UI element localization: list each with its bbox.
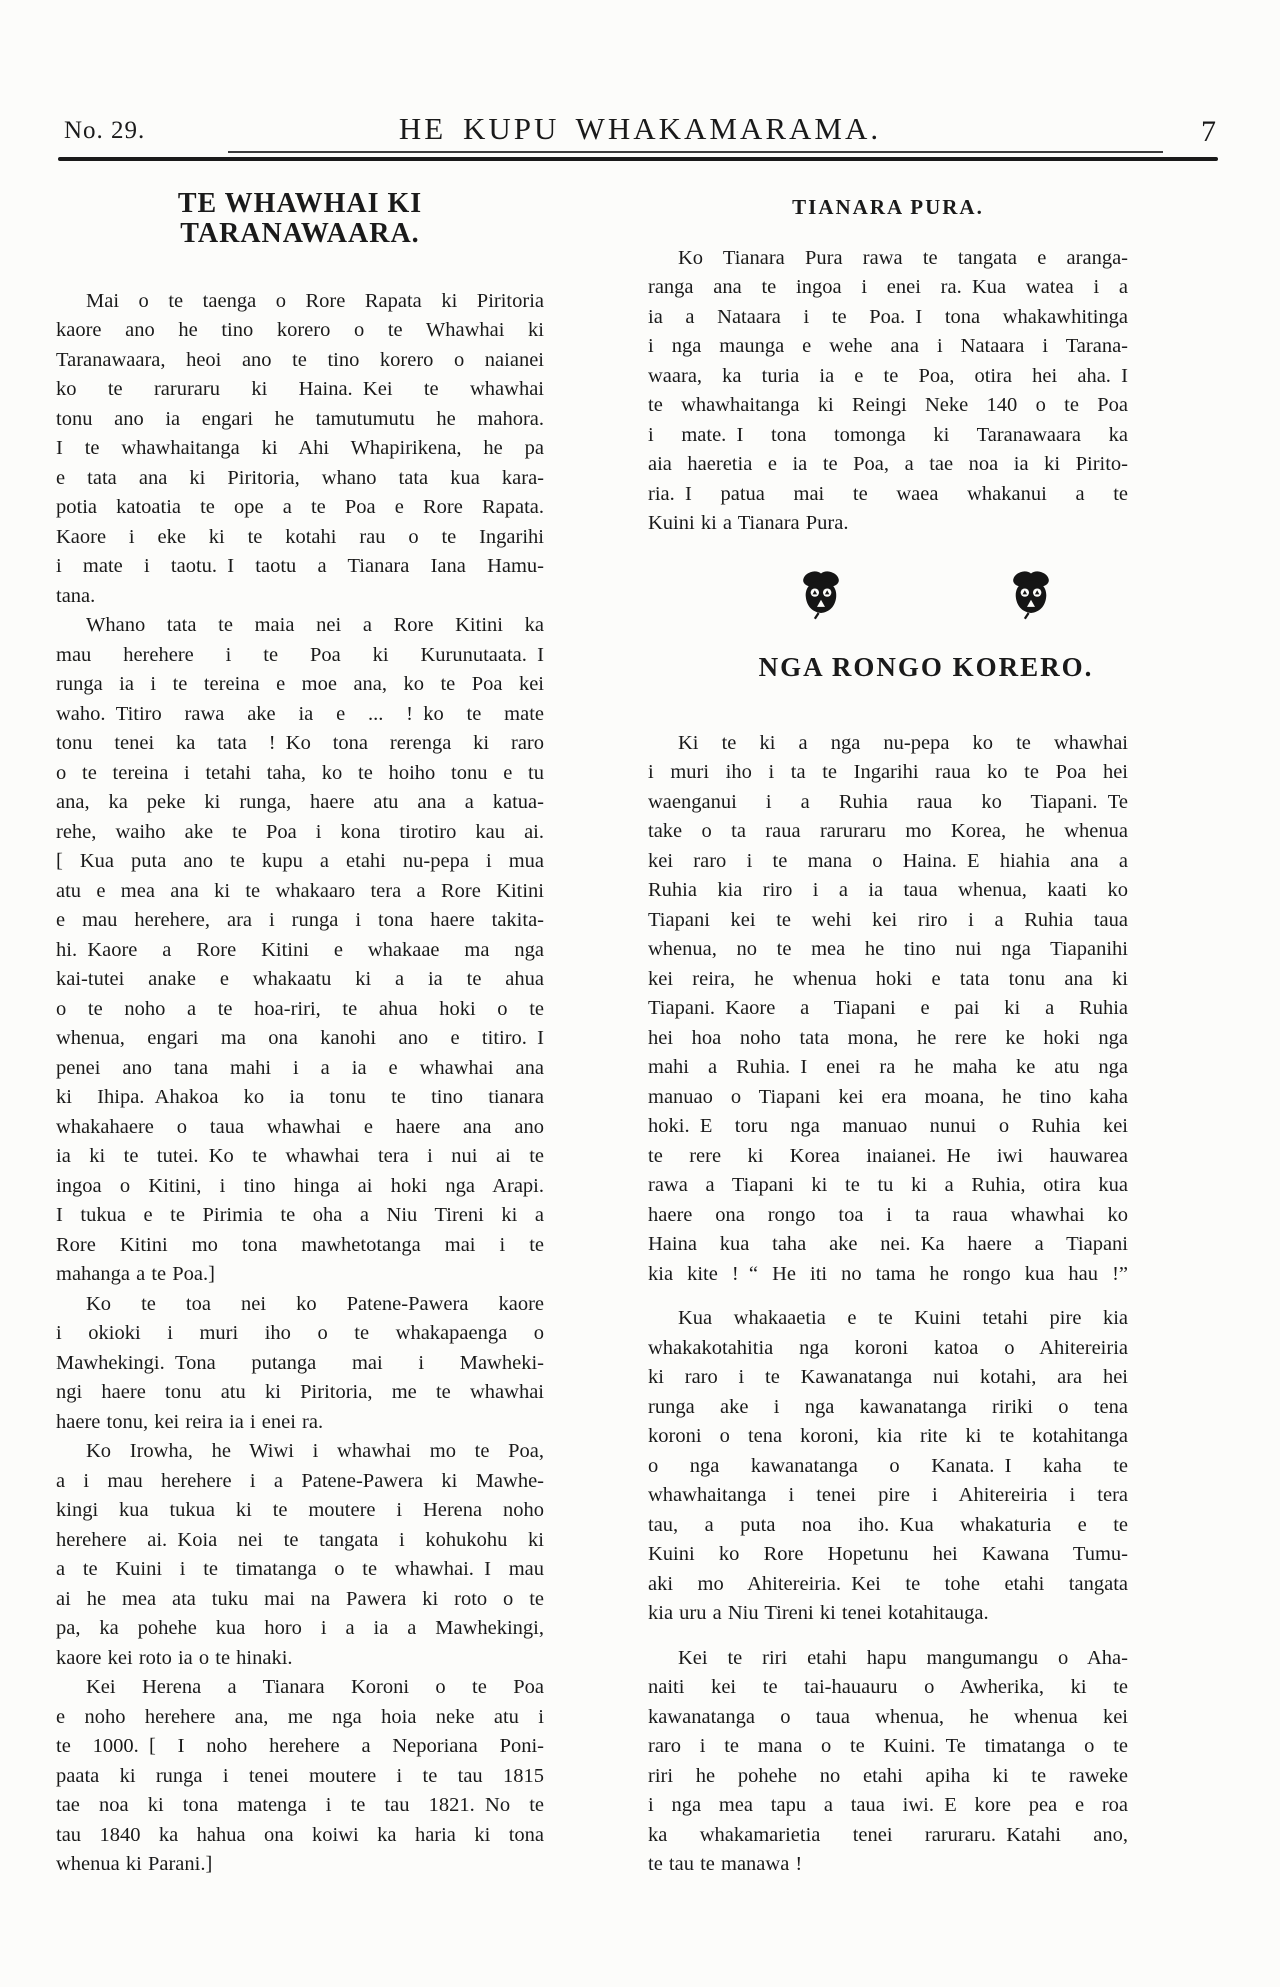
text-line: whakahaere o taua whawhai e haere ana ano — [56, 1115, 544, 1138]
text-line: i nga mea tapu a taua iwi. E kore pea e roa — [648, 1794, 1128, 1816]
text-line: kai-tutei anake e whakaatu ki a ia te ahua — [56, 968, 544, 990]
page-number: 7 — [1201, 115, 1216, 148]
text-line: aia haeretia e ia te Poa, a tae noa ia ki Pirito- — [648, 453, 1128, 475]
paragraph — [56, 1437, 544, 1673]
paragraph — [56, 611, 544, 1290]
article-body — [648, 729, 1128, 1880]
text-line: o te noho a te hoa-riri, te ahua hoki o te — [56, 997, 544, 1020]
text-line: mahanga a te Poa.] — [56, 1263, 215, 1285]
text-line: Ki te ki a nga nu-pepa ko te whawhai — [678, 731, 1128, 754]
text-line: kingi kua tukua ki te moutere i Herena noho — [56, 1499, 544, 1521]
ornament-row — [686, 569, 1166, 621]
text-line: tae noa ki tona matenga i te tau 1821. No te — [56, 1794, 544, 1816]
text-line: kei reira, he whenua hoki e tata tonu ana ki — [648, 967, 1128, 990]
text-line: Ko Irowha, he Wiwi i whawhai mo te Poa, — [86, 1440, 544, 1462]
text-line: whenua ki Parani.] — [56, 1853, 213, 1875]
text-line: ia ki te tutei. Ko te whawhai tera i nui ai te — [56, 1145, 544, 1167]
text-line: haere ona rongo toa i ta raua whawhai ko — [648, 1203, 1128, 1226]
text-line: herehere ai. Koia nei te tangata i kohukohu ki — [56, 1528, 544, 1551]
text-line: Kei Herena a Tianara Koroni o te Poa — [86, 1676, 544, 1698]
text-line: mau herehere i te Poa ki Kurunutaata. I — [56, 643, 544, 666]
header-divider — [58, 151, 1218, 161]
text-line: ria. I patua mai te waea whakanui a te — [648, 482, 1128, 505]
text-line: Kuini ki a Tianara Pura. — [648, 512, 849, 534]
article-body — [648, 244, 1128, 539]
article-heading-te-whawhai-ki-taranawaara: TE WHAWHAI KI TARANAWAARA. — [177, 187, 423, 249]
text-line: i muri iho i ta te Ingarihi raua ko te Poa hei — [648, 761, 1128, 783]
text-line: tau, a puta noa iho. Kua whakaturia e te — [648, 1513, 1128, 1536]
article-heading-nga-rongo-korero: NGA RONGO KORERO. — [758, 651, 1094, 682]
text-line: e mau herehere, ara i runga i tona haere takita- — [56, 909, 544, 931]
text-line: runga ia i te tereina e moe ana, ko te Poa kei — [56, 673, 544, 695]
text-line: Haina kua taha ake nei. Ka haere a Tiapani — [648, 1233, 1128, 1255]
divider-rule-thick — [58, 157, 1218, 161]
text-line: [ Kua puta ano te kupu a etahi nu-pepa i mua — [56, 850, 544, 872]
paragraph — [648, 1644, 1128, 1880]
text-line: i okioki i muri iho o te whakapaenga o — [56, 1322, 544, 1344]
text-line: Mawhekingi. Tona putanga mai i Mawheki- — [56, 1351, 544, 1374]
masthead-title: HE KUPU WHAKAMARAMA. — [398, 111, 882, 146]
text-line: whenua, no te mea he tino nui nga Tiapanihi — [648, 938, 1128, 960]
text-line: tonu tenei ka tata ! Ko tona rerenga ki raro — [56, 732, 544, 754]
text-line: runga ake i nga kawanatanga ririki o tena — [648, 1395, 1128, 1418]
text-line: o nga kawanatanga o Kanata. I kaha te — [648, 1454, 1128, 1477]
text-line: Mai o te taenga o Rore Rapata ki Piritoria — [86, 289, 544, 312]
left-column — [56, 189, 544, 1880]
text-line: haere tonu, kei reira ia i enei ra. — [56, 1410, 324, 1433]
text-line: tonu ano ia engari he tamutumutu he mahora. — [56, 407, 544, 430]
text-line: waenganui i a Ruhia raua ko Tiapani. Te — [648, 790, 1128, 813]
text-line: Rore Kitini mo tona mawhetotanga mai i te — [56, 1233, 544, 1256]
text-line: Whano tata te maia nei a Rore Kitini ka — [86, 614, 544, 636]
paragraph — [648, 1304, 1128, 1629]
text-line: kaore kei roto ia o te hinaki. — [56, 1646, 293, 1669]
text-line: kawanatanga o taua whenua, he whenua kei — [648, 1705, 1128, 1728]
pansy-ornament-icon — [802, 569, 840, 621]
text-line: whawhaitanga i tenei pire i Ahitereiria i tera — [648, 1484, 1128, 1506]
article-body — [56, 287, 544, 1880]
text-line: tana. — [56, 584, 96, 607]
text-line: ai he mea ata tuku mai na Pawera ki roto o te — [56, 1587, 544, 1610]
text-line: Ko Tianara Pura rawa te tangata e aranga- — [678, 246, 1128, 269]
text-line: ranga ana te ingoa i enei ra. Kua watea i a — [648, 276, 1128, 298]
text-line: whakakotahitia nga koroni katoa o Ahitereiria — [648, 1336, 1128, 1359]
text-line: hoki. E toru nga manuao nunui o Ruhia kei — [648, 1115, 1128, 1137]
article-heading-tianara-pura: TIANARA PURA. — [792, 194, 984, 219]
text-line: Kei te riri etahi hapu mangumangu o Aha- — [678, 1646, 1128, 1669]
text-line: kia kite ! “ He iti no tama he rongo kua hau !” — [648, 1262, 1128, 1285]
text-line: mahi a Ruhia. I enei ra he maha ke atu nga — [648, 1056, 1128, 1078]
text-line: kia uru a Niu Tireni ki tenei kotahitauga. — [648, 1602, 989, 1624]
text-line: ana, ka peke ki runga, haere atu ana a katua- — [56, 791, 544, 813]
right-column — [648, 189, 1128, 1880]
text-line: I te whawhaitanga ki Ahi Whapirikena, he pa — [56, 437, 544, 459]
text-line: whenua, engari ma ona kanohi ano e titiro. I — [56, 1027, 544, 1049]
text-line: I tukua e te Pirimia te oha a Niu Tireni ki a — [56, 1204, 544, 1226]
text-line: a i mau herehere i a Patene-Pawera ki Mawhe- — [56, 1469, 544, 1492]
text-line: aki mo Ahitereiria. Kei te tohe etahi tangata — [648, 1572, 1128, 1595]
text-line: ingoa o Kitini, i tino hinga ai hoki nga Arapi. — [56, 1174, 544, 1197]
page-header — [0, 105, 1280, 148]
text-line: rehe, waiho ake te Poa i kona tirotiro kau ai. — [56, 820, 544, 843]
text-line: e noho herehere ana, me nga hoia neke atu i — [56, 1705, 544, 1728]
divider-rule-thin — [228, 151, 1163, 153]
text-line: te 1000. [ I noho herehere a Neporiana Poni- — [56, 1735, 544, 1757]
text-line: i mate i taotu. I taotu a Tianara Iana Hamu- — [56, 555, 544, 577]
paragraph — [648, 729, 1128, 1290]
text-line: manuao o Tiapani kei era moana, he tino kaha — [648, 1085, 1128, 1108]
text-line: te rere ki Korea inaianei. He iwi hauwarea — [648, 1144, 1128, 1167]
text-line: paata ki runga i tenei moutere i te tau 1815 — [56, 1764, 544, 1787]
text-line: Tiapani kei te wehi kei riro i a Ruhia taua — [648, 908, 1128, 931]
text-line: hi. Kaore a Rore Kitini e whakaae ma nga — [56, 938, 544, 961]
text-line: waho. Titiro rawa ake ia e ... ! ko te mate — [56, 702, 544, 725]
text-line: kei raro i te mana o Haina. E hiahia ana a — [648, 849, 1128, 872]
issue-number: No. 29. — [64, 117, 146, 144]
text-line: o te tereina i tetahi taha, ko te hoiho tonu e tu — [56, 761, 544, 784]
text-line: pa, ka pohehe kua horo i a ia a Mawhekingi, — [56, 1617, 544, 1639]
paragraph — [56, 1290, 544, 1438]
text-line: ka whakamarietia tenei raruraru. Katahi ano, — [648, 1823, 1128, 1846]
paragraph — [56, 287, 544, 612]
text-line: take o ta raua raruraru mo Korea, he whenua — [648, 820, 1128, 842]
text-line: naiti kei te tai-hauauru o Awherika, ki te — [648, 1676, 1128, 1698]
text-line: ki Ihipa. Ahakoa ko ia tonu te tino tianara — [56, 1086, 544, 1108]
text-line: Tiapani. Kaore a Tiapani e pai ki a Ruhia — [648, 997, 1128, 1019]
text-line: i nga maunga e wehe ana i Nataara i Tarana- — [648, 335, 1128, 357]
text-line: koroni o tena koroni, kia rite ki te kotahitanga — [648, 1425, 1128, 1447]
text-line: penei ano tana mahi i a ia e whawhai ana — [56, 1056, 544, 1079]
text-line: ngi haere tonu atu ki Piritoria, me te whawhai — [56, 1381, 544, 1403]
text-line: Kaore i eke ki te kotahi rau o te Ingarihi — [56, 525, 544, 548]
paragraph — [56, 1673, 544, 1880]
text-line: te tau te manawa ! — [648, 1853, 803, 1875]
two-column-body — [56, 189, 1280, 1880]
text-line: a te Kuini i te timatanga o te whawhai. I mau — [56, 1558, 544, 1580]
text-line: atu e mea ana ki te whakaaro tera a Rore Kitini — [56, 879, 544, 902]
text-line: hei hoa noho tata mona, he rere ke hoki nga — [648, 1026, 1128, 1049]
text-line: riri he pohehe no etahi apiha ki te raweke — [648, 1764, 1128, 1787]
text-line: ko te raruraru ki Haina. Kei te whawhai — [56, 378, 544, 400]
text-line: Ruhia kia riro i a ia taua whenua, kaati ko — [648, 879, 1128, 901]
text-line: kaore ano he tino korero o te Whawhai ki — [56, 319, 544, 341]
text-line: Taranawaara, heoi ano te tino korero o naianei — [56, 348, 544, 371]
text-line: te whawhaitanga ki Reingi Neke 140 o te Poa — [648, 394, 1128, 416]
text-line: ia a Nataara i te Poa. I tona whakawhitinga — [648, 305, 1128, 328]
text-line: ki raro i te Kawanatanga nui kotahi, ara hei — [648, 1366, 1128, 1388]
text-line: rawa a Tiapani ki te tu ki a Ruhia, otira kua — [648, 1174, 1128, 1196]
text-line: e tata ana ki Piritoria, whano tata kua kara- — [56, 466, 544, 489]
text-line: Ko te toa nei ko Patene-Pawera kaore — [86, 1292, 544, 1315]
paragraph — [648, 244, 1128, 539]
text-line: potia katoatia te ope a te Poa e Rore Rapata. — [56, 496, 544, 518]
pansy-ornament-icon — [1012, 569, 1050, 621]
text-line: raro i te mana o te Kuini. Te timatanga o te — [648, 1735, 1128, 1757]
text-line: waara, ka turia ia e te Poa, otira hei aha. I — [648, 364, 1128, 387]
text-line: Kuini ko Rore Hopetunu hei Kawana Tumu- — [648, 1543, 1128, 1565]
text-line: Kua whakaaetia e te Kuini tetahi pire kia — [678, 1307, 1128, 1329]
text-line: i mate. I tona tomonga ki Taranawaara ka — [648, 423, 1128, 446]
text-line: tau 1840 ka hahua ona koiwi ka haria ki tona — [56, 1823, 544, 1846]
